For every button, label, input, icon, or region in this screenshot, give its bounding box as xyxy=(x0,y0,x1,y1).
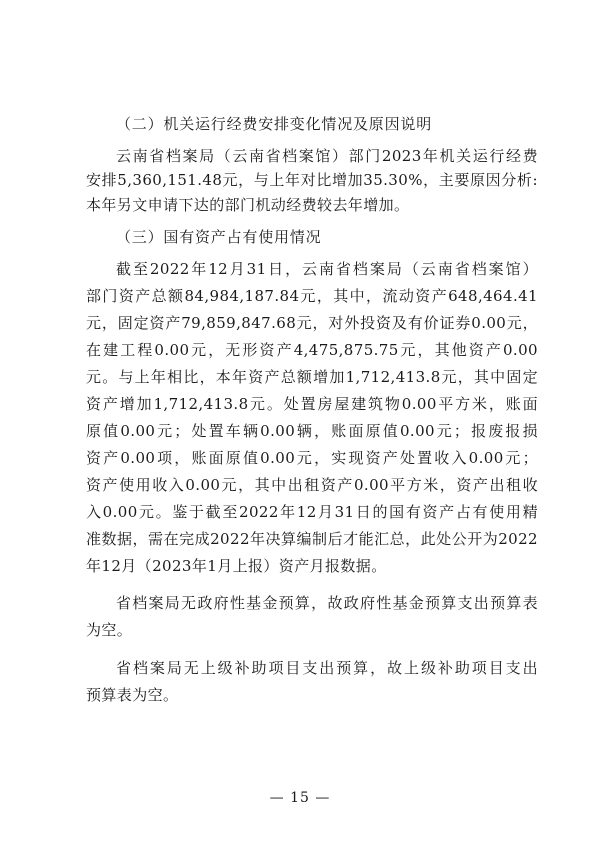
paragraph-line: 资产0.00项，账面原值0.00元，实现资产处置收入0.00元； xyxy=(86,449,538,467)
paragraph-line: 在建工程0.00元，无形资产4,475,875.75元，其他资产0.00 xyxy=(86,341,538,359)
paragraph-line: 元，固定资产79,859,847.68元，对外投资及有价证券0.00元， xyxy=(86,314,538,332)
page-number: — 15 — xyxy=(269,790,331,806)
paragraph-line: 安排5,360,151.48元，与上年对比增加35.30%，主要原因分析: xyxy=(86,171,538,189)
paragraph-line: 元。与上年相比，本年资产总额增加1,712,413.8元，其中固定 xyxy=(86,368,538,386)
paragraph-line: 截至2022年12月31日，云南省档案局（云南省档案馆） xyxy=(116,260,538,278)
paragraph-line: 云南省档案局（云南省档案馆）部门2023年机关运行经费 xyxy=(116,147,538,165)
paragraph-line: 省档案局无政府性基金预算，故政府性基金预算支出预算表 xyxy=(116,594,538,612)
paragraph-line: 预算表为空。 xyxy=(86,686,179,704)
paragraph-line: 准数据，需在完成2022年决算编制后才能汇总，此处公开为2022 xyxy=(86,530,538,548)
paragraph-line: 入0.00元。鉴于截至2022年12月31日的国有资产占有使用精 xyxy=(86,503,538,521)
paragraph-line: 本年另文申请下达的部门机动经费较去年增加。 xyxy=(86,196,410,214)
paragraph-line: 为空。 xyxy=(86,621,133,639)
paragraph-line: 资产使用收入0.00元，其中出租资产0.00平方米，资产出租收 xyxy=(86,476,538,494)
section-heading-state-assets: （三）国有资产占有使用情况 xyxy=(116,228,322,246)
paragraph-line: 部门资产总额84,984,187.84元，其中，流动资产648,464.41 xyxy=(86,287,538,305)
paragraph-line: 省档案局无上级补助项目支出预算，故上级补助项目支出 xyxy=(116,659,538,677)
paragraph-line: 年12月（2023年1月上报）资产月报数据。 xyxy=(86,557,387,575)
paragraph-line: 原值0.00元；处置车辆0.00辆，账面原值0.00元；报废报损 xyxy=(86,422,538,440)
paragraph-line: 资产增加1,712,413.8元。处置房屋建筑物0.00平方米，账面 xyxy=(86,395,538,413)
section-heading-operating-expenses: （二）机关运行经费安排变化情况及原因说明 xyxy=(116,115,433,133)
